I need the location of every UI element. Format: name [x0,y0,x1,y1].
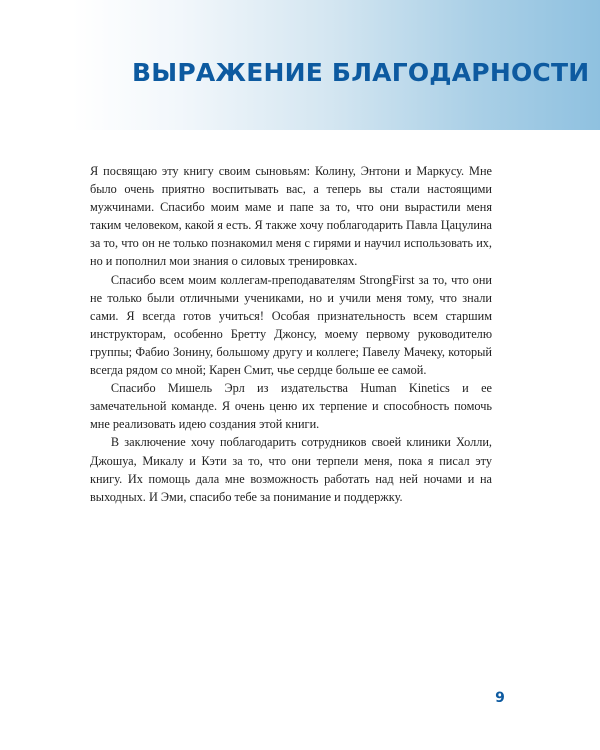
paragraph-publisher: Спасибо Мишель Эрл из издательства Human Kinetics и ее замечательной команде. Я очень ценю их терпение и способность помочь мне реализовать идею создания этой книги. [90,381,492,432]
header-band [0,0,600,130]
paragraph-conclusion: В заключение хочу поблагодарить сотрудников своей клиники Холли, Джошуа, Микалу и Кэти за то, что они терпели меня, пока я писал эту книгу. Их помощь дала мне возможность работать над ней ночами и на выходных. И Эми, спасибо тебе за понимание и поддержку. [90,435,492,504]
page-number: 9 [495,690,505,706]
body-text [90,162,492,506]
paragraph-instructors: Спасибо всем моим коллегам-преподавателям StrongFirst за то, что они не только были отличными учениками, но и учили меня тому, что знали сами. Я всегда готов учиться! Особая признательность всем старшим инструкторам, особенно Бретту Джонсу, моему первому руководителю группы; Фабио Зонину, большому другу и коллеге; Павелу Мачеку, который всегда рядом со мной; Карен Смит, чье сердце больше ее самой. [90,272,492,378]
page-title: ВЫРАЖЕНИЕ БЛАГОДАРНОСТИ [132,58,590,87]
paragraph-dedication: Я посвящаю эту книгу своим сыновьям: Колину, Энтони и Маркусу. Мне было очень приятно воспитывать вас, а теперь вы стали настоящими мужчинами. Спасибо моим маме и папе за то, что они вырастили меня таким человеком, какой я есть. Я также хочу поблагодарить Павла Цацулина за то, что он не только познакомил меня с гирями и научил использовать их, но и пополнил мои знания о силовых тренировках. [90,164,492,269]
